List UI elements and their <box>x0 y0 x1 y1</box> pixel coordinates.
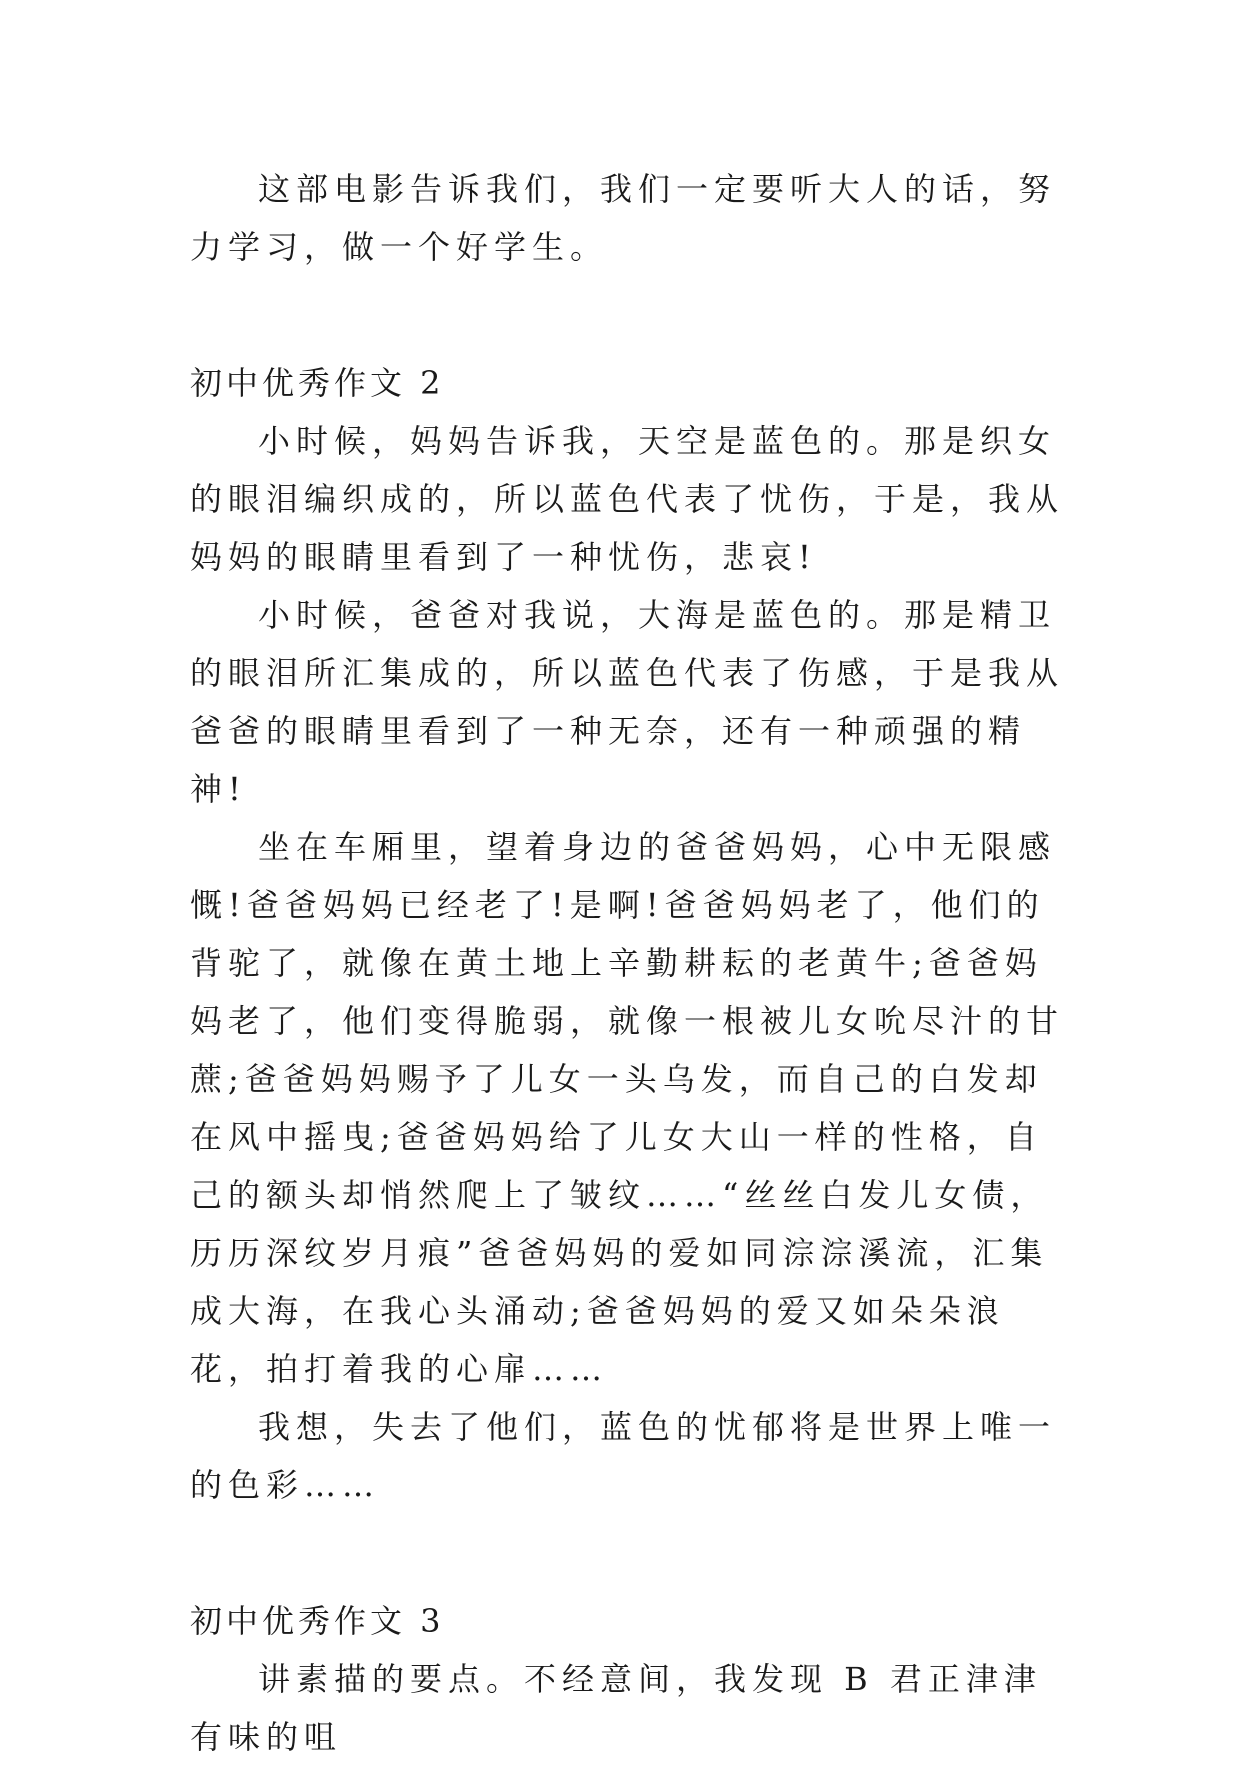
paragraph-movie-lesson: 这部电影告诉我们，我们一定要听大人的话，努力学习，做一个好学生。 <box>190 170 1057 266</box>
paragraph-sea-blue: 小时候，爸爸对我说，大海是蓝色的。那是精卫的眼泪所汇集成的，所以蓝色代表了伤感，于是我从爸爸的眼睛里看到了一种无奈，还有一种顽强的精神! <box>190 596 1065 808</box>
section-heading-essay-2: 初中优秀作文 2 <box>190 364 445 402</box>
paragraph-blue-melancholy: 我想，失去了他们，蓝色的忧郁将是世界上唯一的色彩…… <box>190 1408 1057 1504</box>
section-heading-essay-3: 初中优秀作文 3 <box>190 1602 445 1640</box>
document-body <box>190 160 1070 1766</box>
paragraph-sketch-lesson: 讲素描的要点。不经意间，我发现 B 君正津津有味的咀 <box>190 1660 1042 1756</box>
section-gap <box>190 276 1070 354</box>
paragraph-parents: 坐在车厢里，望着身边的爸爸妈妈，心中无限感慨!爸爸妈妈已经老了!是啊!爸爸妈妈老了，他们的背驼了，就像在黄土地上辛勤耕耘的老黄牛;爸爸妈妈老了，他们变得脆弱，就像一根被儿女吮尽汁的甘蔗;爸爸妈妈赐予了儿女一头乌发，而自己的白发却在风中摇曳;爸爸妈妈给了儿女大山一样的性格，自己的额头却悄然爬上了皱纹……“丝丝白发儿女债，历历深纹岁月痕”爸爸妈妈的爱如同淙淙溪流，汇集成大海，在我心头涌动;爸爸妈妈的爱又如朵朵浪花，拍打着我的心扉…… <box>190 828 1065 1388</box>
paragraph-sky-blue: 小时候，妈妈告诉我，天空是蓝色的。那是织女的眼泪编织成的，所以蓝色代表了忧伤，于是，我从妈妈的眼睛里看到了一种忧伤，悲哀! <box>190 422 1065 576</box>
section-gap <box>190 1514 1070 1592</box>
